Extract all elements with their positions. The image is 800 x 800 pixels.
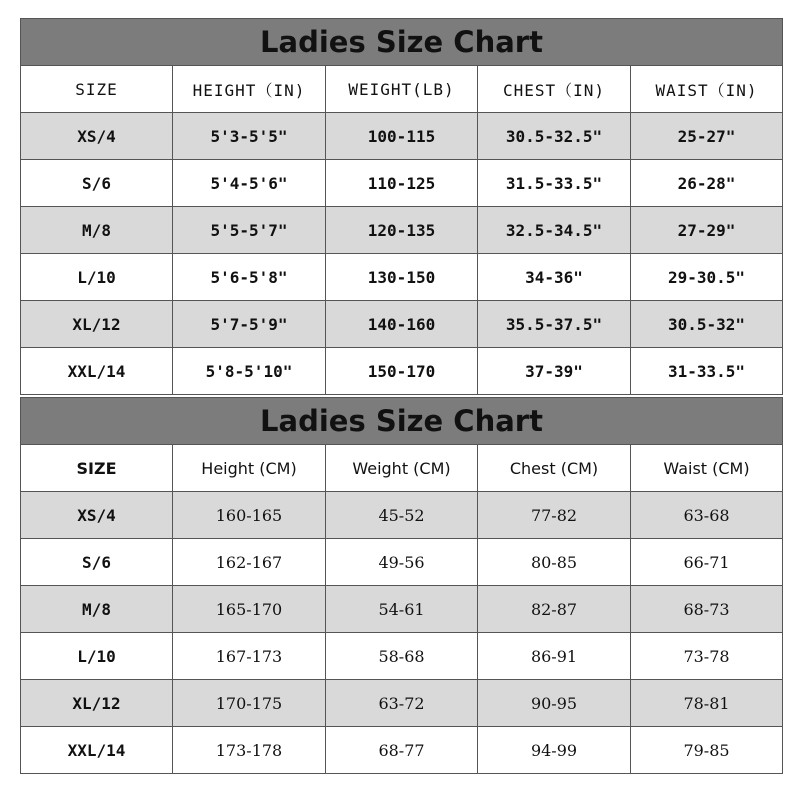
weight-cell: 49-56	[326, 539, 478, 586]
size-cell: XXL/14	[21, 348, 173, 395]
weight-cell: 45-52	[326, 492, 478, 539]
chest-cell: 80-85	[478, 539, 631, 586]
chart-title: Ladies Size Chart	[21, 19, 783, 66]
chest-cell: 35.5-37.5"	[478, 301, 631, 348]
table-row	[21, 539, 783, 586]
chest-cell: 37-39"	[478, 348, 631, 395]
height-cell: 170-175	[173, 680, 326, 727]
header-waist: Waist (CM)	[631, 445, 783, 492]
waist-cell: 66-71	[631, 539, 783, 586]
header-chest: Chest (CM)	[478, 445, 631, 492]
waist-cell: 68-73	[631, 586, 783, 633]
size-cell: XS/4	[21, 113, 173, 160]
chest-cell: 94-99	[478, 727, 631, 774]
header-waist: WAIST（IN)	[631, 66, 783, 113]
waist-cell: 29-30.5"	[631, 254, 783, 301]
header-row	[21, 66, 783, 113]
weight-cell: 110-125	[326, 160, 478, 207]
waist-cell: 26-28"	[631, 160, 783, 207]
size-cell: XL/12	[21, 680, 173, 727]
table-row	[21, 301, 783, 348]
waist-cell: 73-78	[631, 633, 783, 680]
header-size: SIZE	[21, 66, 173, 113]
chest-cell: 82-87	[478, 586, 631, 633]
weight-cell: 120-135	[326, 207, 478, 254]
header-size: SIZE	[21, 445, 173, 492]
weight-cell: 63-72	[326, 680, 478, 727]
height-cell: 5'3-5'5"	[173, 113, 326, 160]
waist-cell: 63-68	[631, 492, 783, 539]
table-row	[21, 633, 783, 680]
table-row	[21, 680, 783, 727]
table-row	[21, 348, 783, 395]
header-chest: CHEST（IN)	[478, 66, 631, 113]
size-chart-inches	[20, 18, 783, 395]
height-cell: 5'7-5'9"	[173, 301, 326, 348]
waist-cell: 27-29"	[631, 207, 783, 254]
height-cell: 5'4-5'6"	[173, 160, 326, 207]
size-cell: M/8	[21, 586, 173, 633]
waist-cell: 78-81	[631, 680, 783, 727]
size-cell: M/8	[21, 207, 173, 254]
waist-cell: 30.5-32"	[631, 301, 783, 348]
table-row	[21, 492, 783, 539]
size-cell: XS/4	[21, 492, 173, 539]
table-row	[21, 727, 783, 774]
header-height: Height (CM)	[173, 445, 326, 492]
chest-cell: 90-95	[478, 680, 631, 727]
chest-cell: 31.5-33.5"	[478, 160, 631, 207]
height-cell: 5'8-5'10"	[173, 348, 326, 395]
weight-cell: 150-170	[326, 348, 478, 395]
size-cell: S/6	[21, 160, 173, 207]
header-row	[21, 445, 783, 492]
size-cell: L/10	[21, 254, 173, 301]
size-cell: S/6	[21, 539, 173, 586]
height-cell: 162-167	[173, 539, 326, 586]
waist-cell: 79-85	[631, 727, 783, 774]
size-chart-centimeters	[20, 397, 783, 774]
header-weight: WEIGHT(LB)	[326, 66, 478, 113]
waist-cell: 25-27"	[631, 113, 783, 160]
header-height: HEIGHT（IN)	[173, 66, 326, 113]
height-cell: 167-173	[173, 633, 326, 680]
chest-cell: 77-82	[478, 492, 631, 539]
size-cell: L/10	[21, 633, 173, 680]
chest-cell: 34-36"	[478, 254, 631, 301]
height-cell: 173-178	[173, 727, 326, 774]
table-row	[21, 160, 783, 207]
table-row	[21, 254, 783, 301]
table-row	[21, 207, 783, 254]
weight-cell: 54-61	[326, 586, 478, 633]
height-cell: 160-165	[173, 492, 326, 539]
chest-cell: 30.5-32.5"	[478, 113, 631, 160]
size-cell: XL/12	[21, 301, 173, 348]
size-cell: XXL/14	[21, 727, 173, 774]
chart-title: Ladies Size Chart	[21, 398, 783, 445]
header-weight: Weight (CM)	[326, 445, 478, 492]
weight-cell: 58-68	[326, 633, 478, 680]
weight-cell: 130-150	[326, 254, 478, 301]
chest-cell: 86-91	[478, 633, 631, 680]
height-cell: 5'6-5'8"	[173, 254, 326, 301]
chest-cell: 32.5-34.5"	[478, 207, 631, 254]
height-cell: 165-170	[173, 586, 326, 633]
weight-cell: 140-160	[326, 301, 478, 348]
height-cell: 5'5-5'7"	[173, 207, 326, 254]
weight-cell: 68-77	[326, 727, 478, 774]
table-row	[21, 113, 783, 160]
table-row	[21, 586, 783, 633]
waist-cell: 31-33.5"	[631, 348, 783, 395]
weight-cell: 100-115	[326, 113, 478, 160]
